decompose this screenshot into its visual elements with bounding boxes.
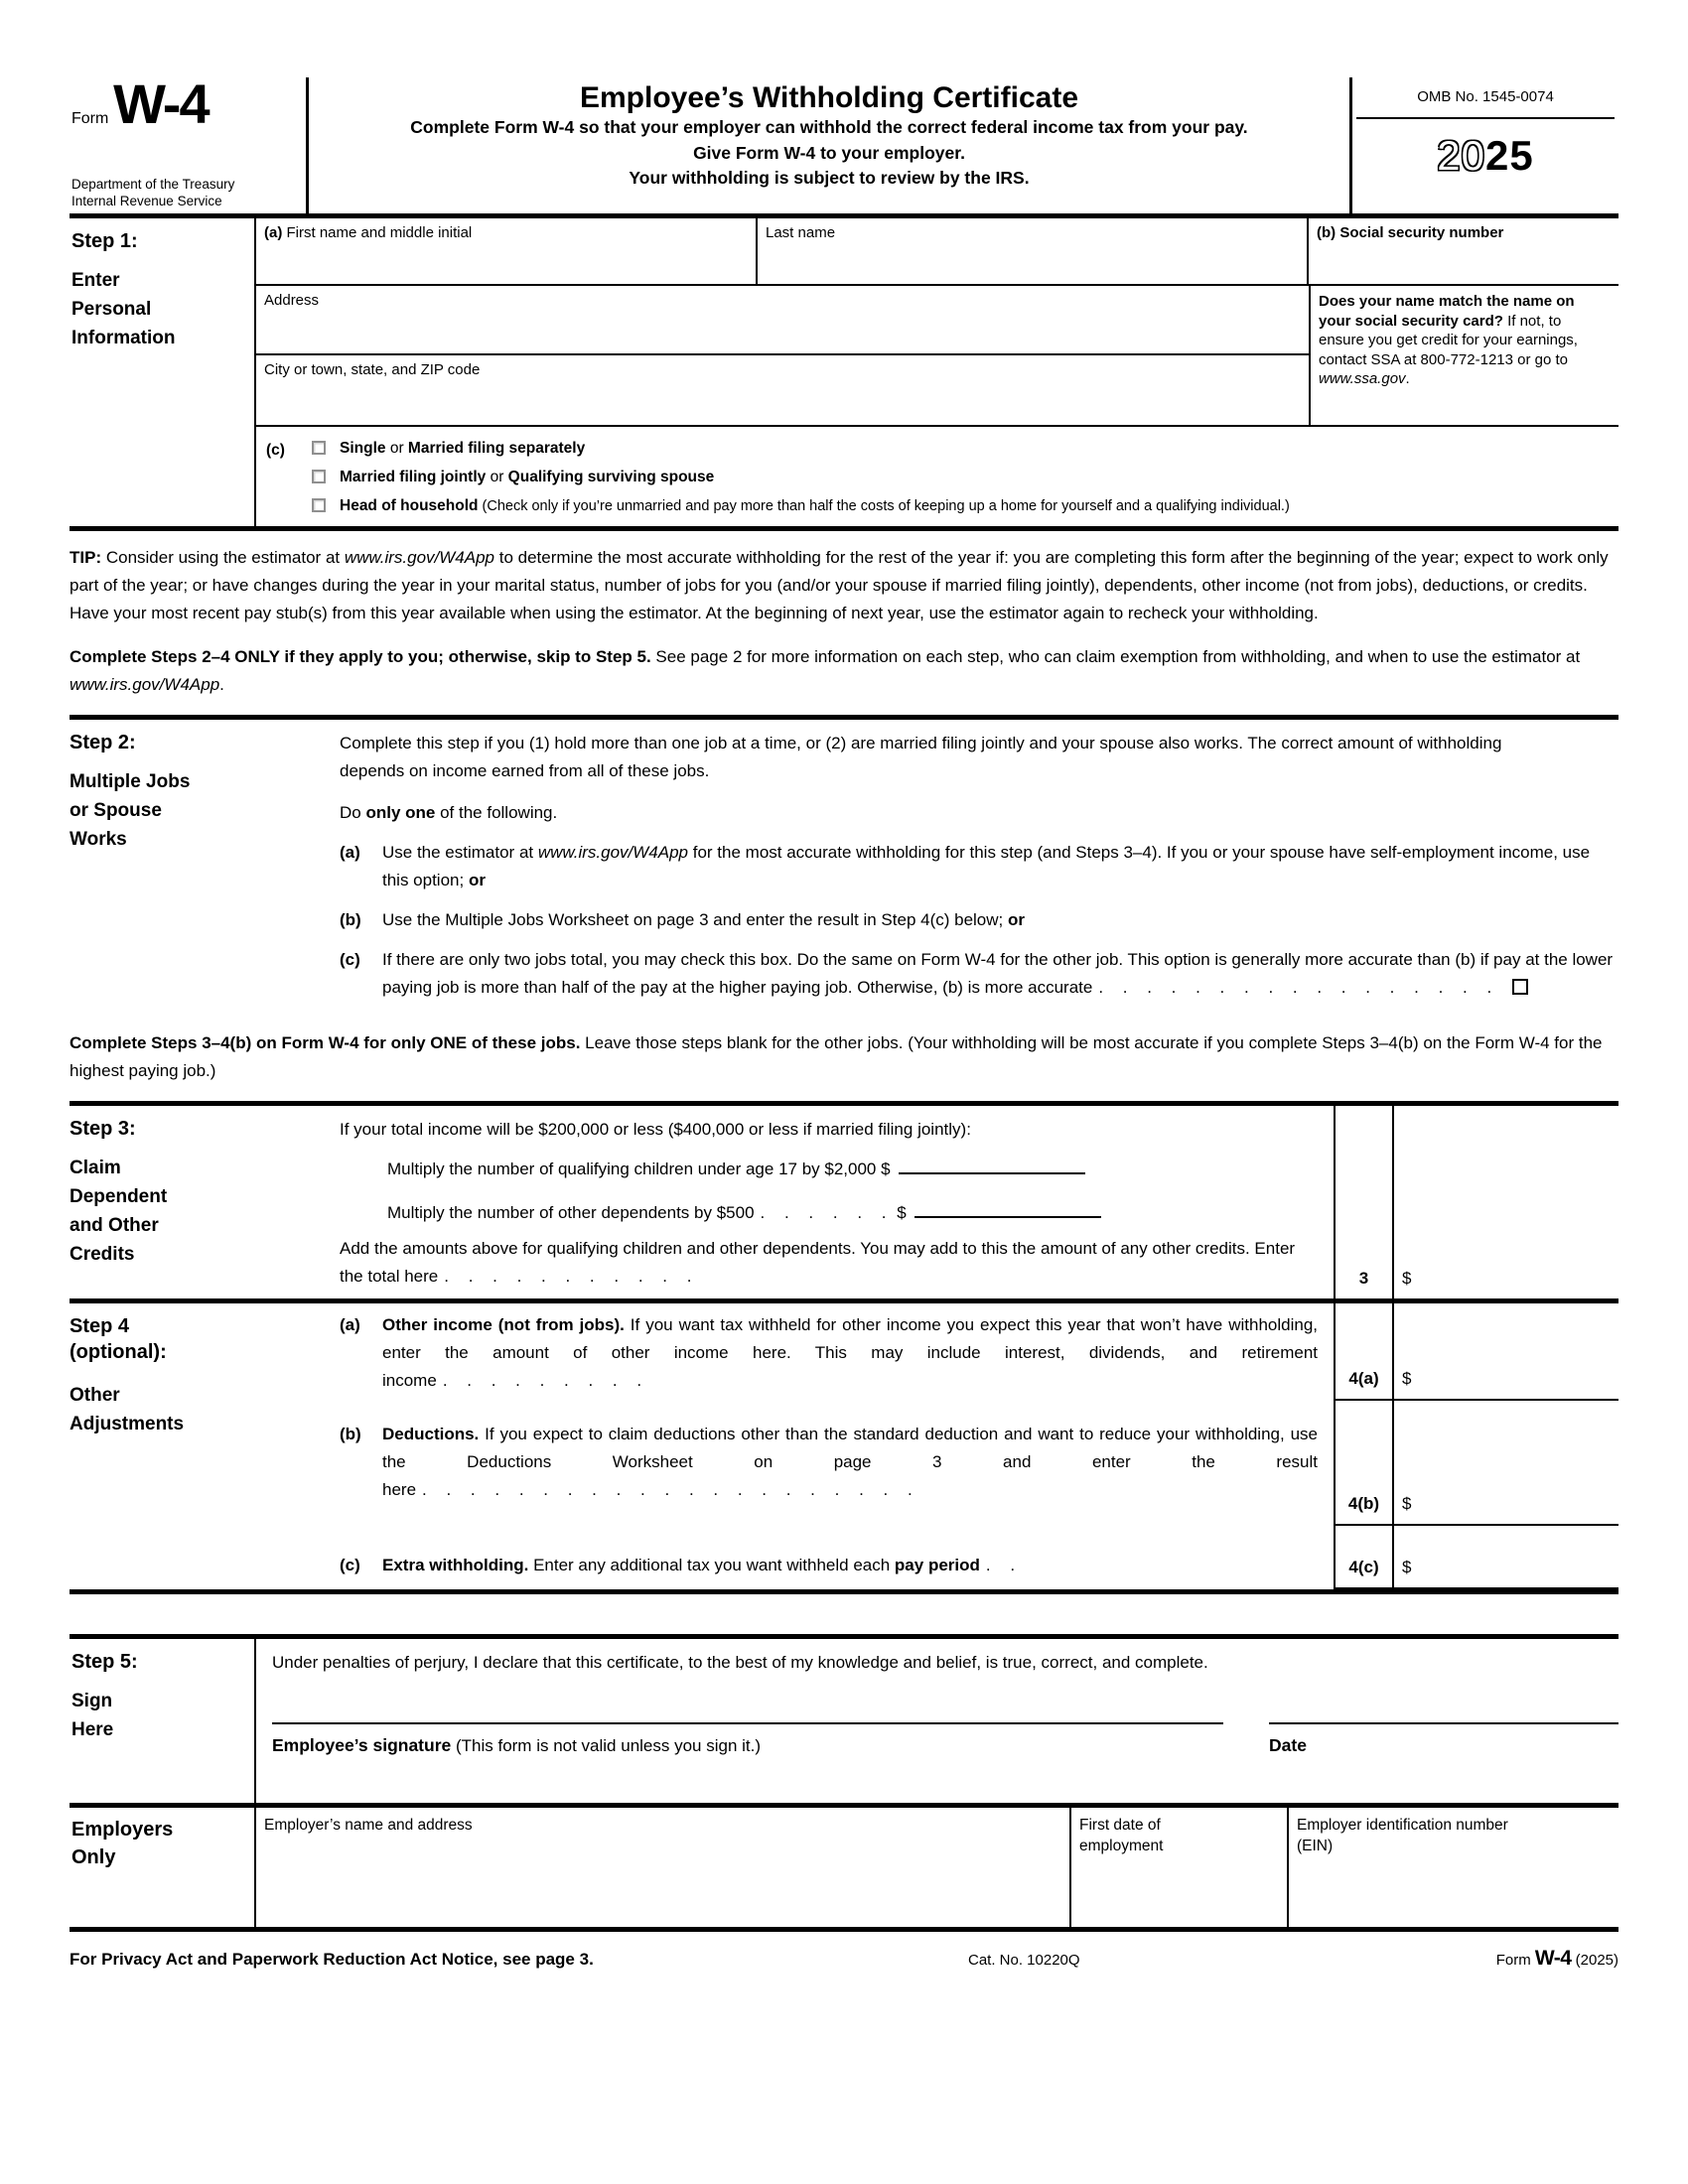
item-a-text-2: for the most accurate withholding for this step (and Steps 3–4). If you or your spouse have self-employment income, use this option;	[382, 843, 1591, 889]
filing-status-prefix: (c)	[266, 442, 285, 459]
ein-label: Employer identification number (EIN)	[1297, 1817, 1508, 1854]
do-post: of the following.	[435, 803, 558, 822]
two-jobs-checkbox[interactable]	[1512, 979, 1528, 995]
step1-label	[70, 218, 256, 526]
tip-text-2: to determine the most accurate withholding for the rest of the year if: you are completing this form after the beginning of the year; expect to work only part of the year; or have changes during the year in your marital status, number of jobs for you (and/or your spouse if married filing jointly), dependents, other income (not from jobs), deductions, or credits. Have your most recent pay stub(s) from this year available when using the estimator. At the beginning of next year, use the estimator again to recheck your withholding.	[70, 548, 1609, 622]
estimator-url: www.irs.gov/W4App	[344, 548, 495, 567]
year-outline-digits: 20	[1437, 132, 1485, 179]
city-state-zip-field[interactable]	[256, 355, 1309, 425]
item-b-prefix: (b)	[340, 910, 361, 929]
employee-signature-field[interactable]	[272, 1722, 1223, 1760]
step4-subtitle: Other Adjustments	[70, 1385, 185, 1434]
year-bold-digits: 25	[1485, 132, 1534, 179]
ssa-note-bold: Does your name match the name on your social security card?	[1319, 293, 1575, 330]
do-pre: Do	[340, 803, 366, 822]
date-label: Date	[1269, 1735, 1307, 1755]
step2-subtitle: Multiple Jobs or Spouse Works	[70, 771, 191, 850]
form-header	[70, 72, 1618, 218]
ssa-note-end: .	[1405, 370, 1410, 387]
omb-year-block	[1352, 77, 1618, 213]
or-text: or	[486, 469, 508, 485]
line-4b-amount-field[interactable]: $	[1392, 1401, 1618, 1526]
page-footer	[70, 1932, 1618, 1975]
filing-option-head-of-household	[312, 496, 1613, 516]
item-a-prefix: (a)	[340, 843, 360, 862]
other-dependents-amount-field[interactable]	[914, 1202, 1101, 1218]
steps-3-4b-note	[70, 1016, 1618, 1101]
first-date-of-employment-label: First date of employment	[1079, 1817, 1164, 1854]
last-name-field[interactable]	[758, 218, 1309, 284]
employers-only-label	[70, 1808, 256, 1927]
perjury-declaration: Under penalties of perjury, I declare that this certificate, to the best of my knowledge and belief, is true, correct, and complete.	[272, 1653, 1208, 1672]
step5-subtitle: Sign Here	[71, 1691, 114, 1740]
employers-only-title: Employers Only	[71, 1819, 174, 1868]
employer-name-address-label: Employer’s name and address	[264, 1817, 473, 1834]
step4-section	[70, 1303, 1618, 1594]
form-year	[1356, 133, 1615, 179]
step5-title: Step 5:	[71, 1651, 138, 1673]
dept-treasury: Department of the Treasury	[71, 177, 235, 192]
ssa-url: www.ssa.gov	[1319, 370, 1406, 387]
4c-dot-leader: . .	[985, 1556, 1022, 1574]
head-of-household-note: (Check only if you’re unmarried and pay more than half the costs of keeping up a home for yourself and a qualifying individual.)	[478, 498, 1290, 514]
qualifying-spouse-label: Qualifying surviving spouse	[507, 469, 715, 485]
qualifying-children-amount-field[interactable]	[899, 1159, 1085, 1174]
catalog-number: Cat. No. 10220Q	[968, 1952, 1080, 1969]
first-date-of-employment-field[interactable]	[1071, 1808, 1289, 1927]
dependents-dot-leader: . . . . . .	[760, 1203, 893, 1222]
estimator-url: www.irs.gov/W4App	[70, 675, 220, 694]
dollar-sign: $	[881, 1160, 891, 1178]
step3-dependents-line	[340, 1199, 1322, 1227]
spacer	[70, 1594, 1618, 1634]
filing-option-married-jointly	[312, 468, 1613, 487]
signature-date-field[interactable]	[1269, 1722, 1618, 1760]
address-field[interactable]	[256, 286, 1309, 355]
ssa-note-text: If not, to ensure you get credit for your earnings, contact SSA at 800-772-1213 or go to	[1319, 312, 1578, 368]
steps-3-4b-text: Leave those steps blank for the other jobs. (Your withholding will be most accurate if you complete Steps 3–4(b) on the Form W-4 for the highest paying job.)	[70, 1033, 1603, 1080]
only-one-bold: only one	[365, 803, 436, 822]
step4c-row	[340, 1526, 1618, 1589]
step3-title: Step 3:	[70, 1118, 136, 1140]
form-word: Form	[71, 110, 109, 127]
steps-2-4-text: See page 2 for more information on each step, who can claim exemption from withholding, and when to use the estimator at	[650, 647, 1581, 666]
dept-irs: Internal Revenue Service	[71, 194, 222, 208]
item-c-dot-leader: . . . . . . . . . . . . . . . . .	[1098, 978, 1498, 997]
subtitle-line-2: Give Form W-4 to your employer.	[693, 142, 965, 163]
filing-status-single-checkbox[interactable]	[312, 441, 326, 455]
single-label: Single	[340, 440, 386, 457]
step1-section	[70, 218, 1618, 531]
line-4c-number: 4(c)	[1334, 1526, 1392, 1589]
step2-intro: Complete this step if you (1) hold more than one job at a time, or (2) are married filing jointly and your spouse also works. The correct amount of withholding depends on income earned from all of these jobs.	[340, 734, 1502, 780]
estimator-url: www.irs.gov/W4App	[537, 843, 689, 862]
page-title: Employee’s Withholding Certificate	[579, 81, 1079, 114]
step1-fields	[256, 218, 1618, 526]
line-4b-number: 4(b)	[1334, 1401, 1392, 1526]
item-c-prefix: (c)	[340, 950, 360, 969]
filing-status-head-of-household-checkbox[interactable]	[312, 498, 326, 512]
item-a-or: or	[468, 871, 486, 889]
tip-text-1: Consider using the estimator at	[101, 548, 345, 567]
step4b-row	[340, 1401, 1618, 1526]
steps-2-4-end: .	[219, 675, 224, 694]
tip-bold: TIP:	[70, 548, 102, 567]
filing-status-married-jointly-checkbox[interactable]	[312, 470, 326, 483]
step2-section	[70, 715, 1618, 1016]
or-text: or	[385, 440, 408, 457]
4b-dot-leader: . . . . . . . . . . . . . . . . . . . . .	[422, 1480, 918, 1499]
step2-do-line	[340, 799, 1618, 827]
step5-section	[70, 1634, 1618, 1803]
footer-form-word: Form	[1495, 1952, 1531, 1969]
signature-label-note: (This form is not valid unless you sign it.)	[451, 1736, 762, 1755]
steps-2-4-bold: Complete Steps 2–4 ONLY if they apply to you; otherwise, skip to Step 5.	[70, 647, 651, 666]
step2-label	[70, 730, 205, 854]
ssn-label: Social security number	[1339, 224, 1504, 241]
item-4a-prefix: (a)	[340, 1315, 360, 1334]
step2-item-c	[340, 946, 1618, 1002]
children-multiply-text: Multiply the number of qualifying children under age 17 by $2,000	[387, 1160, 877, 1178]
footer-form-year: (2025)	[1575, 1952, 1618, 1969]
employer-name-address-field[interactable]	[256, 1808, 1071, 1927]
step2-item-b	[340, 906, 1618, 934]
step3-intro: If your total income will be $200,000 or less ($400,000 or less if married filing jointly):	[340, 1120, 971, 1139]
4a-dot-leader: . . . . . . . . .	[442, 1371, 648, 1390]
filing-status-row	[256, 427, 1618, 526]
item-b-or: or	[1007, 910, 1025, 929]
deductions-bold: Deductions.	[382, 1425, 480, 1443]
total-dot-leader: . . . . . . . . . . .	[444, 1267, 698, 1286]
married-jointly-label: Married filing jointly	[340, 469, 487, 485]
steps-2-4-note	[70, 641, 1618, 715]
ssa-name-match-note	[1311, 286, 1618, 425]
dependents-multiply-text: Multiply the number of other dependents by $500	[387, 1203, 755, 1222]
first-name-label: First name and middle initial	[286, 224, 473, 241]
married-separately-label: Married filing separately	[407, 440, 586, 457]
line-4a-number: 4(a)	[1334, 1303, 1392, 1401]
line-3-amount-field[interactable]: $	[1392, 1227, 1618, 1298]
footer-form-id	[1296, 1945, 1618, 1975]
step2-item-a	[340, 839, 1618, 894]
privacy-act-notice: For Privacy Act and Paperwork Reduction Act Notice, see page 3.	[70, 1950, 594, 1969]
step1-title: Step 1:	[71, 230, 138, 252]
first-name-prefix: (a)	[264, 224, 283, 241]
w4-form-page	[70, 0, 1618, 1975]
subtitle-line-1: Complete Form W-4 so that your employer can withhold the correct federal income tax from your pay.	[410, 117, 1248, 137]
item-a-text-1: Use the estimator at	[382, 843, 538, 862]
tip-paragraph	[70, 531, 1618, 641]
steps-3-4b-bold: Complete Steps 3–4(b) on Form W-4 for only ONE of these jobs.	[70, 1033, 581, 1052]
filing-option-single	[312, 439, 1613, 459]
step4-label	[70, 1313, 197, 1438]
deductions-text: If you expect to claim deductions other than the standard deduction and want to reduce your withholding, use the Deductions Worksheet on page 3 and enter the result here	[382, 1425, 1318, 1499]
other-income-bold: Other income (not from jobs).	[382, 1315, 625, 1334]
item-4c-prefix: (c)	[340, 1556, 360, 1574]
subtitle-line-3: Your withholding is subject to review by the IRS.	[629, 168, 1030, 188]
form-id-block	[70, 72, 306, 213]
line-3-number: 3	[1334, 1227, 1392, 1298]
form-number: W-4	[113, 72, 209, 135]
step3-subtitle: Claim Dependent and Other Credits	[70, 1158, 168, 1265]
step4a-row	[340, 1303, 1618, 1401]
item-c-text: If there are only two jobs total, you may check this box. Do the same on Form W-4 for the other job. This option is generally more accurate than (b) if pay at the lower paying job is more than half of the pay at the higher paying job. Otherwise, (b) is more accurate	[382, 950, 1614, 997]
signature-label-bold: Employee’s signature	[272, 1735, 452, 1755]
employers-only-section	[70, 1803, 1618, 1932]
pay-period-bold: pay period	[894, 1556, 980, 1574]
ssn-prefix: (b)	[1317, 224, 1336, 241]
step3-label	[70, 1116, 187, 1269]
step3-total-text: Add the amounts above for qualifying children and other dependents. You may add to this the amount of any other credits. Enter the total here	[340, 1239, 1296, 1286]
step1-subtitle: Enter Personal Information	[71, 270, 176, 348]
city-state-zip-label: City or town, state, and ZIP code	[264, 361, 481, 378]
line-4c-amount-field[interactable]: $	[1392, 1526, 1618, 1589]
step3-children-line	[340, 1156, 1322, 1183]
line-4a-amount-field[interactable]: $	[1392, 1303, 1618, 1401]
extra-withholding-text: Enter any additional tax you want withheld each	[528, 1556, 895, 1574]
title-block	[306, 77, 1352, 213]
step2-title: Step 2:	[70, 732, 136, 753]
head-of-household-label: Head of household	[340, 497, 479, 514]
address-label: Address	[264, 292, 320, 309]
item-b-text: Use the Multiple Jobs Worksheet on page 3 and enter the result in Step 4(c) below;	[382, 910, 1008, 929]
dollar-sign: $	[897, 1203, 907, 1222]
item-4b-prefix: (b)	[340, 1425, 361, 1443]
footer-form-number: W-4	[1534, 1947, 1572, 1970]
step4-title: Step 4 (optional):	[70, 1315, 167, 1363]
ssn-field[interactable]	[1309, 218, 1618, 284]
last-name-label: Last name	[766, 224, 836, 241]
ein-field[interactable]	[1289, 1808, 1618, 1927]
omb-number: OMB No. 1545-0074	[1356, 83, 1615, 119]
other-income-text: If you want tax withheld for other income you expect this year that won’t have withholding, enter the amount of other income here. This may include interest, dividends, and retirement income	[382, 1315, 1318, 1390]
first-name-field[interactable]	[256, 218, 758, 284]
step5-label	[70, 1639, 256, 1803]
extra-withholding-bold: Extra withholding.	[382, 1556, 529, 1574]
step3-section	[70, 1101, 1618, 1303]
